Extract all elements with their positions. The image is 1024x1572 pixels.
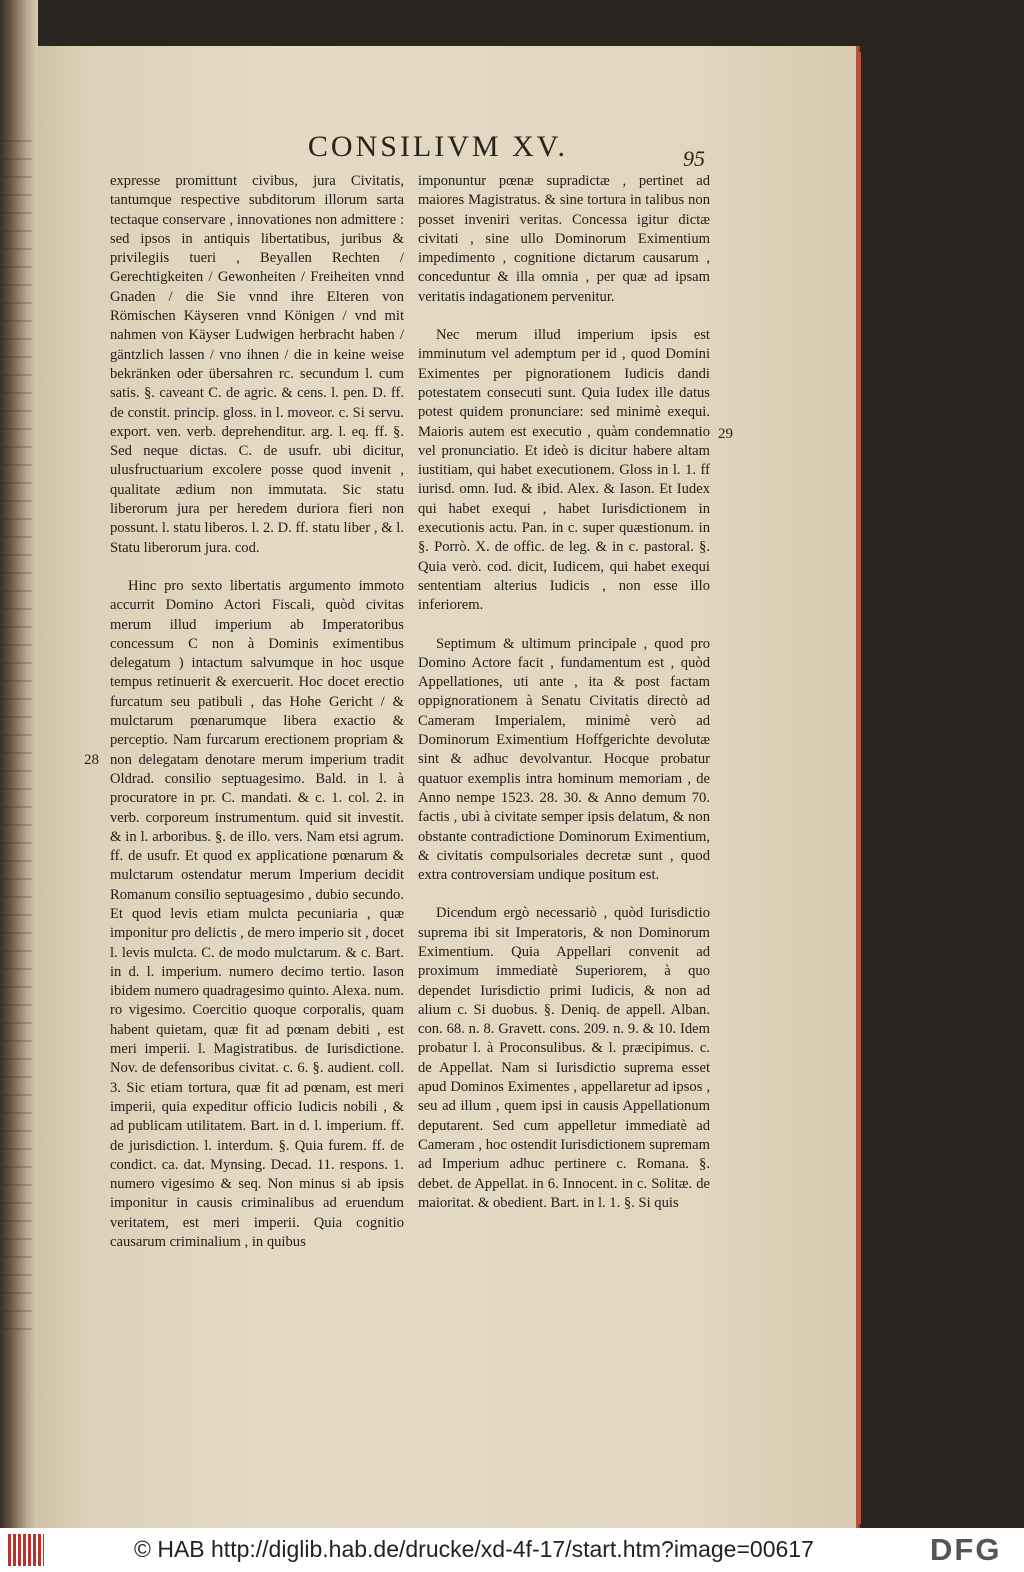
left-paragraph-1: expresse promittunt civibus, jura Civitatis, tantumque respective subditorum illorum sarta tectaque conservare , innovationes non admittere : sed ipsos in antiquis libertatibus, juribus & privilegiis tueri , Beyallen Rechten / Gerechtigkeiten / Gewonheiten / Freiheiten vnnd Gnaden / die Sie vnnd ihre Elteren von Römischen Käyseren vnnd Königen / vnd mit nahmen von Käyser Ludwigen herbracht haben / gäntzlich lassen / vno ihnen / die in keine weise bekränken oder übersahren rc. secundum l. cum satis. §. caveant C. de agric. & cens. l. pen. D. ff. de constit. princip. gloss. in l. moveor. c. Si servu. export. ven. verb. deprehenditur. arg. l. eq. ff. §. Sed neque dictas. C. de usufr. ubi dicitur, ulusfructuarium excolere posse quod invenit , qualitate ædium non immutata. Sic statu liberorum jura per heredem duriora fieri non possunt. l. statu liberos. l. 2. D. ff. statu liber , & l. Statu liberorum jura. cod. — [110, 173, 404, 556]
page-number: 95 — [683, 146, 705, 171]
left-column — [110, 172, 404, 1252]
left-paragraph-2: Hinc pro sexto libertatis argumento immoto accurrit Domino Actori Fiscali, quòd civitas merum illud imperium ab Imperatoribus concessum C non à Dominis eximentibus delegatum ) intactum salvumque in hoc usque tempus retinuerit & exercuerit. Hoc docet erectio furcatum seu patibuli , das Hohe Gericht / & mulctarum pœnarumque libera exactio & perceptio. Nam furcarum erectionem propriam & non delegatam denotare merum imperium tradit Oldrad. consilio septuagesimo. Bald. in l. à procuratore in pr. C. mandati. & c. 1. col. 2. in verb. corporeum instrumentum. quid sit investit. & in l. arboribus. §. de illo. vers. Nam etsi agrum. ff. de usufr. Et quod ex applicatione pœnarum & mulctarum ostendatur merum Imperium decidit Romanum consilio septuagesimo , dubio secundo. Et quod levis etiam mulcta pecuniaria , quæ imponitur pro delictis , de mero imperio sit , docet l. levis mulcta. C. de modo mulctarum. & c. Bart. in d. l. imperium. numero decimo tertio. Iason ibidem numero quadragesimo quinto. Alexa. num. ro vigesimo. Coercitio quoque corporalis, quam habent quietam, quæ fit ad pœnam debiti , est meri imperii. l. Magistratibus. de Iurisdictione. Nov. de defensoribus civitat. c. 6. §. audient. coll. 3. Sic etiam tortura, quæ fit ad pœnam, est meri imperii, quia expeditur officio Iudicis nobili , & ad publicam utilitatem. Bart. in d. l. imperium. ff. de jurisdiction. l. interdum. §. Quia furem. ff. de condict. ca. dat. Mynsing. Decad. 11. respons. 1. numero vigesimo & seq. Non minus si ab ipsis imponitur in causis criminalibus ad eruendum veritatem, est meri imperii. Quia cognitio causarum criminalium , in quibus — [110, 577, 404, 1251]
margin-note-right: 29 — [718, 426, 733, 442]
running-head: CONSILIVM XV. — [307, 130, 569, 163]
source-url[interactable]: © HAB http://diglib.hab.de/drucke/xd-4f-17/start.htm?image=00617 — [134, 1536, 814, 1562]
right-paragraph-3: Septimum & ultimum principale , quod pro Domino Actore facit , fundamentum est , quòd Appellationes, uti ante , ita & post factam oppignorationem à Senatu Civitatis directò ad Cameram Imperialem, minimè verò ad Dominorum Eximentium Hoffgerichte devolutæ sint & adhuc devolvantur. Hocque probatur quatuor exemplis intra hominum memoriam , de Anno nempe 1523. 28. 30. & Anno demum 70. factis , ubi à civitate semper ipsis delatum, & non obstante contradictione Dominorum Eximentium, & civitatis compulsoriales decretæ sunt , quod extra controversiam undique positum est. — [418, 635, 710, 884]
right-paragraph-2: Nec merum illud imperium ipsis est imminutum vel ademptum per id , quod Domini Eximentes per pignorationem Iudicis dandi potestatem consecuti sunt. Quia Iudex ille datus potest quidem pronunciare: sed minimè exequi. Maioris autem est executio , quàm condemnatio vel pronunciatio. Et ideò is dicitur habere altam iustitiam, qui habet executionem. Gloss in l. 1. ff iurisd. omn. Iud. & ibid. Alex. & Iason. Et Iudex qui habet exequi , habet Iurisdictionem in executionis actu. Pan. in c. super quæstionum. in §. Porrò. X. de offic. de leg. & in c. pastoral. §. Quia verò. cod. dicit, Iudicem, qui habet exequi sententiam alterius Iudicis , non esse illo inferiorem. — [418, 327, 710, 614]
facing-page-text — [2, 140, 32, 1340]
dfg-logo: DFG — [930, 1532, 1002, 1567]
right-column — [418, 172, 710, 1213]
margin-note-left: 28 — [84, 752, 99, 768]
page-red-edge — [856, 52, 861, 1524]
barcode-icon — [8, 1534, 44, 1566]
right-paragraph-1: imponuntur pœnæ supradictæ , pertinet ad maiores Magistratus. & sine tortura in talibus non posset inveniri veritas. Concessa igitur dictæ civitati , sine ullo Dominorum Eximentium impedimento , cognitione dictarum causarum , conceduntur & illa omnia , per quæ ad ipsam veritatis indagationem pervenitur. — [418, 173, 710, 305]
book-binding — [0, 0, 38, 1528]
right-paragraph-4: Dicendum ergò necessariò , quòd Iurisdictio suprema ibi sit Imperatoris, & non Dominorum Eximentium. Quia Appellari convenit ad proximum immediatè Superiorem, à quo dependet Iurisdictio primi Iudicis, & non ad alium c. Si duobus. §. Deniq. de appell. Alban. con. 68. n. 8. Gravett. cons. 209. n. 9. & 10. Idem probatur l. à Proconsulibus. & l. præcipimus. c. de Appellat. Nam si Iurisdictio suprema esset apud Dominos Eximentes , appellaretur ad ipsos , seu ad illum , quem ipsi in causis Appellationum deputarent. Sed cum appelletur immediatè ad Cameram , hoc ostendit Iurisdictionem supremam ad Imperium adhuc pertinere c. Romana. §. debet. de Appellat. in 6. Innocent. in c. Solitæ. de maioritat. & obedient. Bart. in l. 1. §. Si quis — [418, 905, 710, 1211]
